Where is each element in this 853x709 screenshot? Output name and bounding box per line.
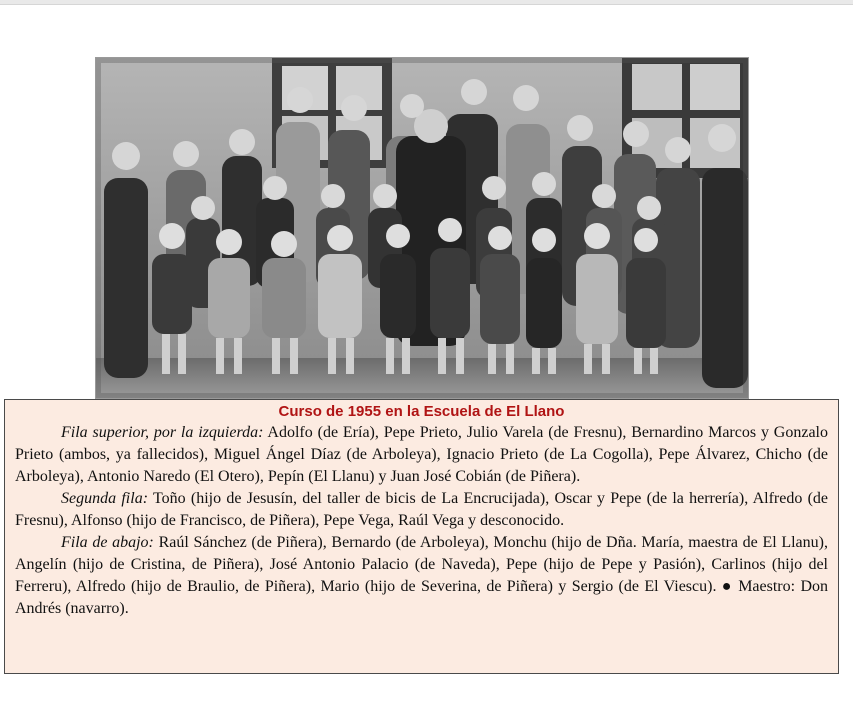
caption-lead-bottom-row: Fila de abajo: bbox=[61, 534, 154, 551]
photo-caption-box bbox=[4, 399, 839, 674]
caption-title: Curso de 1955 en la Escuela de El Llano bbox=[278, 403, 565, 420]
caption-paragraph-second-row bbox=[15, 488, 828, 532]
caption-paragraph-bottom-row bbox=[15, 532, 828, 620]
caption-paragraph-top-row bbox=[15, 422, 828, 488]
caption-text-bottom-row: Raúl Sánchez (de Piñera), Bernardo (de Arboleya), Monchu (hijo de Dña. María, maestra de El Llanu), Angelín (hijo de Cristina, de Piñera), José Antonio Palacio (de Naveda), Pepe (hijo de Pepe y Pasión), Carlinos (hijo del Ferreru), Alfredo (hijo de Braulio, de Piñera), Mario (hijo de Severina, de Piñera) y Sergio (de El Viescu). ● Maestro: Don Andrés (navarro). bbox=[15, 534, 828, 617]
class-photo-image bbox=[96, 58, 748, 398]
caption-lead-top-row: Fila superior, por la izquierda: bbox=[61, 424, 264, 441]
caption-text-top-row: Adolfo (de Ería), Pepe Prieto, Julio Varela (de Fresnu), Bernardino Marcos y Gonzalo Prieto (ambos, ya fallecidos), Miguel Ángel Díaz (de Arboleya), Ignacio Prieto (de La Cogolla), Pepe Álvarez, Chicho (de Arboleya), Antonio Naredo (El Otero), Pepín (El Llanu) y Juan José Cobián (de Piñera). bbox=[15, 424, 829, 485]
top-rule bbox=[0, 0, 853, 5]
caption-text-second-row: Toño (hijo de Jesusín, del taller de bicis de La Encrucijada), Oscar y Pepe (de la herrería), Alfredo (de Fresnu), Alfonso (hijo de Francisco, de Piñera), Pepe Vega, Raúl Vega y desconocido. bbox=[15, 490, 829, 529]
class-photo bbox=[95, 57, 749, 399]
caption-lead-second-row: Segunda fila: bbox=[61, 490, 149, 507]
